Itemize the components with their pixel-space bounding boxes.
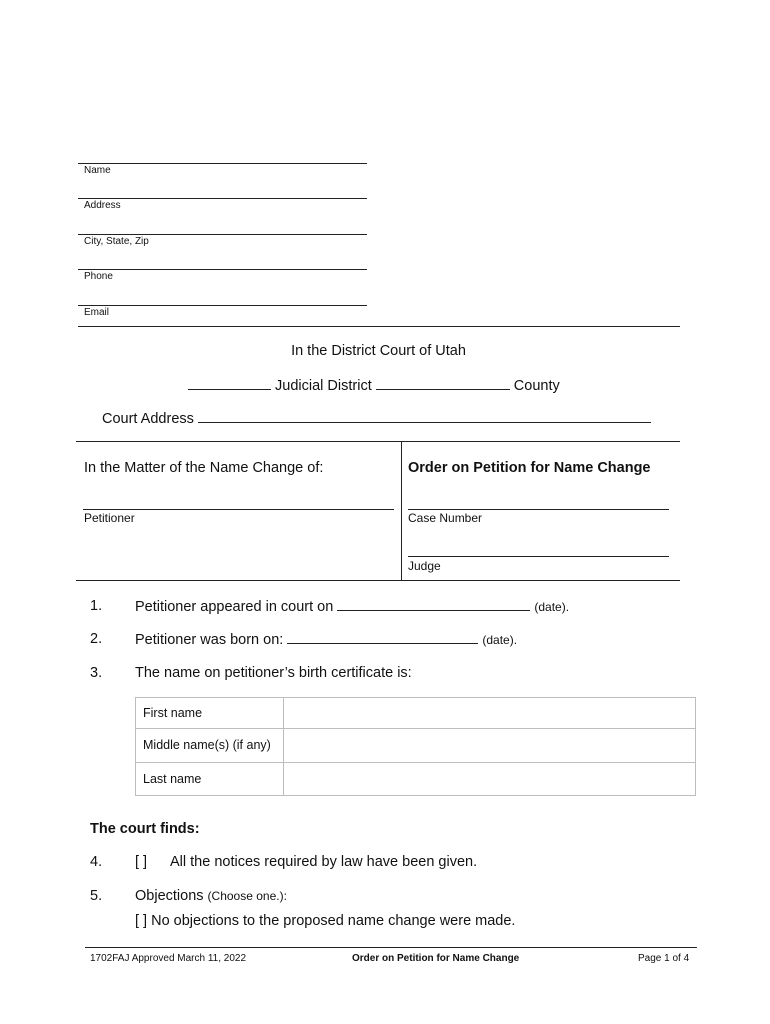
header-divider	[78, 326, 680, 327]
name-label: Name	[84, 165, 111, 176]
form-id: 1702FAJ Approved March 11, 2022	[90, 953, 247, 964]
court-address-line	[102, 410, 651, 427]
district-county-line	[188, 377, 560, 394]
city-line	[78, 234, 367, 235]
appearance-date-blank	[337, 598, 530, 611]
first-name-label: First name	[136, 698, 284, 729]
phone-line	[78, 269, 367, 270]
item-1-number: 1.	[90, 598, 103, 614]
table-row	[136, 762, 696, 795]
item-2-number: 2.	[90, 631, 103, 647]
item-4-checkbox[interactable]: [ ]	[135, 854, 148, 870]
court-title: In the District Court of Utah	[291, 343, 466, 359]
item-4-text: All the notices required by law have been given.	[170, 854, 478, 870]
name-line	[78, 163, 367, 164]
caption-top-rule	[76, 441, 680, 442]
item-3-number: 3.	[90, 665, 103, 681]
item-2	[135, 631, 517, 648]
first-name-field[interactable]	[284, 698, 696, 729]
matter-heading: In the Matter of the Name Change of:	[84, 460, 324, 476]
page-number: Page 1 of 4	[638, 953, 690, 964]
city-state-zip-label: City, State, Zip	[84, 236, 149, 247]
email-line	[78, 305, 367, 306]
middle-name-label: Middle name(s) (if any)	[136, 729, 284, 762]
caption-bottom-rule	[76, 580, 680, 581]
document-title: Order on Petition for Name Change	[408, 460, 651, 476]
table-row	[136, 698, 696, 729]
county-label: County	[513, 378, 560, 394]
middle-name-field[interactable]	[284, 729, 696, 762]
footer-title: Order on Petition for Name Change	[352, 953, 520, 964]
item-3-text: The name on petitioner’s birth certificate is:	[135, 665, 412, 681]
judicial-district-label: Judicial District	[275, 378, 372, 394]
birth-name-table	[135, 697, 696, 796]
case-number-line	[408, 509, 669, 510]
district-blank	[188, 377, 271, 390]
item-1-suffix: (date).	[534, 600, 570, 614]
judge-label: Judge	[408, 559, 441, 573]
item-2-suffix: (date).	[482, 633, 518, 647]
petitioner-label: Petitioner	[84, 511, 135, 525]
birth-date-blank	[287, 631, 478, 644]
email-label: Email	[84, 307, 110, 318]
address-line	[78, 198, 367, 199]
court-address-blank	[198, 410, 651, 423]
petitioner-line	[83, 509, 394, 510]
item-5	[135, 888, 287, 904]
case-number-label: Case Number	[408, 511, 483, 525]
item-1-text: Petitioner appeared in court on	[135, 599, 334, 615]
court-address-label: Court Address	[102, 411, 194, 427]
address-label: Address	[84, 200, 121, 211]
item-1	[135, 598, 569, 615]
table-row	[136, 729, 696, 762]
last-name-field[interactable]	[284, 762, 696, 795]
item-5-note: (Choose one.):	[207, 889, 287, 903]
item-5-number: 5.	[90, 888, 103, 904]
judge-line	[408, 556, 669, 557]
last-name-label: Last name	[136, 762, 284, 795]
footer-rule	[85, 947, 697, 948]
caption-vertical-rule	[401, 441, 402, 581]
phone-label: Phone	[84, 271, 113, 282]
findings-heading: The court finds:	[90, 821, 200, 837]
county-blank	[376, 377, 510, 390]
no-objections-option[interactable]: [ ] No objections to the proposed name change were made.	[135, 913, 516, 929]
item-5-text: Objections	[135, 888, 204, 904]
item-4-number: 4.	[90, 854, 103, 870]
item-2-text: Petitioner was born on:	[135, 632, 284, 648]
